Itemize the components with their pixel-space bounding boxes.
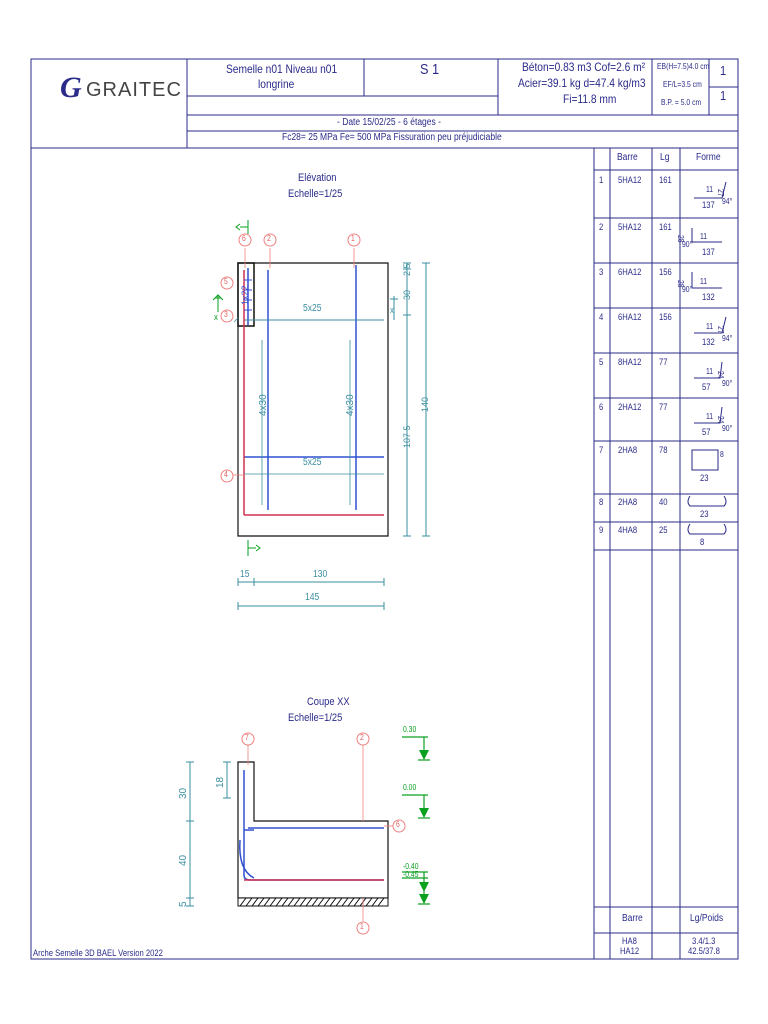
sect-marker-7: 7 — [245, 733, 249, 742]
section-mark-x-right: x — [390, 305, 394, 315]
ef-cover: EF/L=3.5 cm — [663, 80, 702, 89]
bar-shape-length: 132 — [702, 337, 715, 347]
level-040: -0.40 — [403, 862, 419, 871]
bar-row-barre: 2HA8 — [618, 497, 638, 507]
bar-shape-length: 57 — [702, 382, 711, 392]
bar-shape-length: 23 — [700, 509, 709, 519]
bar-shape-dim-b: 24 — [716, 371, 725, 379]
sect-dim-40: 40 — [178, 854, 189, 866]
summary-row-2-lg: 42.5/37.8 — [688, 946, 720, 956]
sect-marker-6: 6 — [396, 820, 400, 829]
bp-cover: B.P. = 5.0 cm — [661, 98, 702, 107]
bar-row-number: 8 — [599, 497, 604, 507]
bar-shape-angle: 90° — [682, 285, 693, 294]
level-045: -0.45 — [403, 870, 419, 879]
logo-g-icon: G — [60, 71, 82, 104]
bar-shape-length: 8 — [700, 537, 705, 547]
bar-shape-dim-b: 24 — [716, 416, 725, 424]
bar-shape-dim-b: 28 — [676, 280, 685, 288]
bar-shape-dim-a: 8 — [720, 450, 724, 459]
eb-cover: EB(H=7.5)4.0 cm — [657, 62, 710, 71]
bar-shape-length: 57 — [702, 427, 711, 437]
bar-row-barre: 2HA12 — [618, 402, 642, 412]
bar-shape-dim-a: 11 — [706, 412, 714, 421]
level-000: 0.00 — [403, 783, 417, 792]
bar-shape-dim-b: 27 — [716, 326, 725, 334]
bar-row-number: 1 — [599, 175, 604, 185]
sect-dim-18: 18 — [215, 776, 226, 788]
bar-row-lg: 161 — [659, 222, 672, 232]
elevation-scale: Echelle=1/25 — [288, 188, 343, 200]
bar-row-lg: 78 — [659, 445, 668, 455]
software-footer: Arche Semelle 3D BAEL Version 2022 — [33, 948, 163, 958]
bar-row-lg: 156 — [659, 312, 672, 322]
dim-2-5: 2 5 — [402, 263, 412, 276]
bar-shape-angle: 94° — [722, 334, 733, 343]
sect-dim-5: 5 — [178, 901, 189, 907]
label-4x30-right: 4x30 — [345, 394, 356, 416]
acier-summary: Acier=39.1 kg d=47.4 kg/m3 — [518, 76, 646, 90]
elev-marker-2: 2 — [267, 234, 271, 243]
bar-row-lg: 77 — [659, 357, 668, 367]
bar-row-barre: 2HA8 — [618, 445, 638, 455]
bar-row-lg: 156 — [659, 267, 672, 277]
bar-shape-angle: 90° — [722, 424, 733, 433]
bar-shape-dim-a: 11 — [700, 232, 708, 241]
bar-shape-length: 132 — [702, 292, 715, 302]
section-scale: Echelle=1/25 — [288, 712, 343, 724]
summary-row-1-lg: 3.4/1.3 — [692, 936, 716, 946]
sheet-code: S 1 — [420, 61, 440, 78]
bar-row-barre: 8HA12 — [618, 357, 642, 367]
bar-shape-dim-a: 11 — [700, 277, 708, 286]
label-4x30-left: 4x30 — [258, 394, 269, 416]
summary-header-barre: Barre — [622, 913, 643, 924]
date-line: - Date 15/02/25 - 6 étages - — [337, 117, 441, 128]
logo-text: GRAITEC — [86, 79, 182, 101]
bar-row-number: 7 — [599, 445, 604, 455]
elev-marker-3: 3 — [224, 310, 228, 319]
bar-row-lg: 161 — [659, 175, 672, 185]
bar-row-barre: 6HA12 — [618, 267, 642, 277]
element-title: Semelle n01 Niveau n01 — [226, 62, 338, 76]
bar-row-barre: 5HA12 — [618, 222, 642, 232]
dim-107-5: 107 5 — [402, 425, 412, 448]
bar-row-lg: 40 — [659, 497, 668, 507]
sect-dim-30: 30 — [178, 787, 189, 799]
bar-row-barre: 5HA12 — [618, 175, 642, 185]
stirrup-label: 1x22 — [240, 285, 250, 305]
bar-shape-dim-a: 11 — [706, 185, 714, 194]
section-mark-x-left: x — [214, 312, 218, 322]
materials-line: Fc28= 25 MPa Fe= 500 MPa Fissuration peu préjudiciable — [282, 132, 502, 143]
sect-marker-2: 2 — [360, 733, 364, 742]
bar-shape-length: 23 — [700, 473, 709, 483]
bar-shape-angle: 90° — [682, 240, 693, 249]
beton-summary: Béton=0.83 m3 Cof=2.6 m² — [522, 60, 646, 74]
bar-shape-dim-a: 11 — [706, 367, 714, 376]
bar-row-number: 2 — [599, 222, 604, 232]
bar-row-lg: 25 — [659, 525, 668, 535]
dim-15: 15 — [240, 569, 250, 580]
dim-145: 145 — [305, 592, 320, 603]
label-5x25-bottom: 5x25 — [303, 457, 322, 468]
col-header-forme: Forme — [696, 152, 721, 163]
bar-row-number: 3 — [599, 267, 604, 277]
col-header-barre: Barre — [617, 152, 638, 163]
dim-140: 140 — [420, 396, 430, 412]
level-030: 0.30 — [403, 725, 417, 734]
elev-marker-6: 6 — [242, 234, 246, 243]
bar-shape-dim-b: 28 — [676, 235, 685, 243]
bar-shape-dim-b: 27 — [716, 189, 725, 197]
sect-marker-1: 1 — [360, 922, 364, 931]
bar-row-barre: 6HA12 — [618, 312, 642, 322]
elevation-title: Elévation — [298, 172, 337, 184]
element-subtitle: longrine — [258, 77, 295, 91]
elev-marker-1: 1 — [351, 234, 355, 243]
summary-header-lgpoids: Lg/Poids — [690, 913, 724, 924]
bar-row-barre: 4HA8 — [618, 525, 638, 535]
bar-row-number: 6 — [599, 402, 604, 412]
section-title: Coupe XX — [307, 696, 350, 708]
elev-marker-4: 4 — [224, 470, 228, 479]
summary-row-2-barre: HA12 — [620, 946, 640, 956]
dim-30-right: 30 — [402, 289, 412, 300]
elev-marker-5: 5 — [224, 277, 228, 286]
bar-row-number: 4 — [599, 312, 604, 322]
bar-shape-angle: 90° — [722, 379, 733, 388]
fi-summary: Fi=11.8 mm — [563, 92, 617, 106]
bar-shape-length: 137 — [702, 200, 715, 210]
label-5x25-top: 5x25 — [303, 303, 322, 314]
summary-row-1-barre: HA8 — [622, 936, 637, 946]
bar-shape-length: 137 — [702, 247, 715, 257]
page-number-bottom: 1 — [720, 88, 727, 103]
bar-shape-angle: 94° — [722, 197, 733, 206]
bar-row-number: 5 — [599, 357, 604, 367]
dim-130: 130 — [313, 569, 328, 580]
bar-row-lg: 77 — [659, 402, 668, 412]
page-number-top: 1 — [720, 63, 727, 78]
bar-shape-dim-a: 11 — [706, 322, 714, 331]
col-header-lg: Lg — [660, 152, 670, 163]
bar-row-number: 9 — [599, 525, 604, 535]
